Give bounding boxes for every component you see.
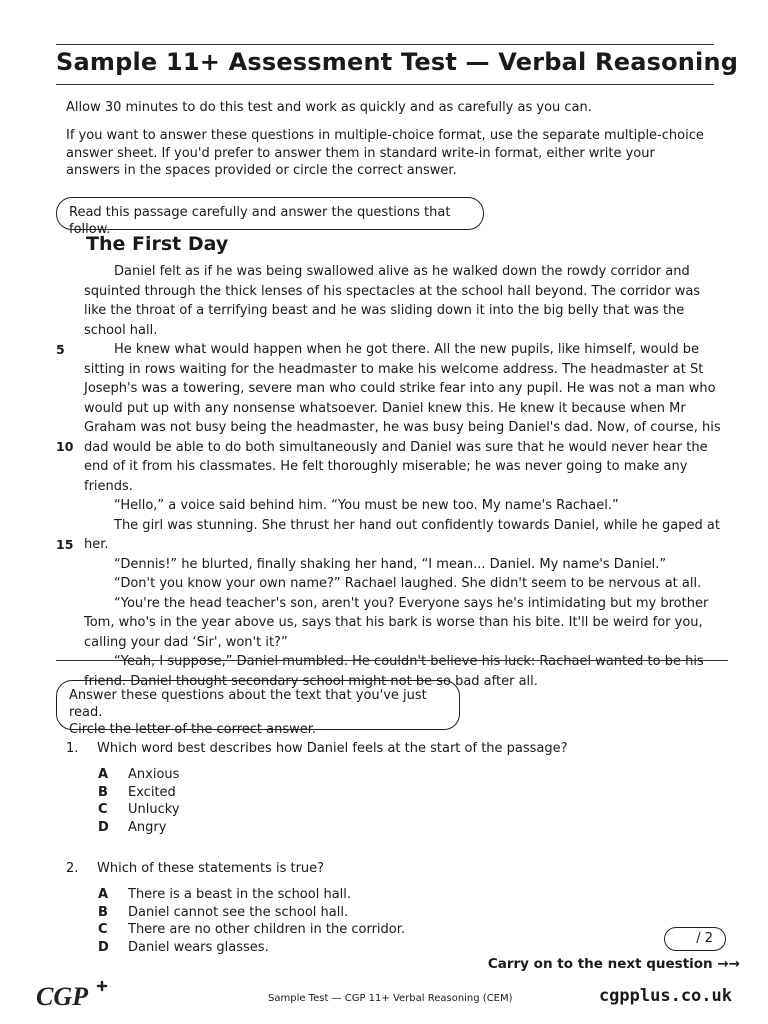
answer-option[interactable] (98, 921, 405, 939)
top-rule (56, 44, 714, 45)
question-number: 2. (66, 861, 79, 876)
option-letter[interactable]: D (98, 819, 109, 835)
option-letter[interactable]: C (98, 802, 108, 817)
option-text: Excited (128, 784, 176, 800)
passage-paragraph: The girl was stunning. She thrust her hand out confidently towards Daniel, while he gaped at her. (84, 517, 720, 552)
section-divider (56, 660, 728, 661)
questions-instruction-line: Circle the letter of the correct answer. (69, 722, 317, 737)
option-text: Daniel cannot see the school hall. (128, 904, 349, 920)
question-text: Which of these statements is true? (97, 861, 325, 876)
answer-option[interactable] (98, 784, 176, 802)
answer-option[interactable] (98, 939, 269, 957)
passage-title: The First Day (86, 233, 229, 255)
passage-paragraph: He knew what would happen when he got there. All the new pupils, like himself, would be sitting in rows waiting for the headmaster to make his welcome address. The headmaster at St Joseph's was a towering, severe man who could strike fear into any pupil. He was not a man who would put up with any nonsense whatsoever. Daniel knew this. He knew it because when Mr Graham was not busy being the headmaster, he was busy being Daniel's dad. Now, of course, his dad would be able to do both simultaneously and Daniel was sure that he would never hear the end of it from his classmates. He felt thoroughly miserable; he was never going to make any friends. (84, 342, 721, 494)
cgp-logo-text: CGP (36, 982, 88, 1011)
line-number: 10 (56, 439, 74, 454)
passage-paragraph: “Yeah, I suppose,” Daniel mumbled. He couldn't believe his luck: Rachael wanted to be his friend. Daniel thought secondary school might not be so bad after all. (84, 654, 704, 689)
intro-time-note: Allow 30 minutes to do this test and work as quickly and as carefully as you can. (66, 100, 592, 115)
passage-paragraph: “Dennis!” he blurted, finally shaking her hand, “I mean... Daniel. My name's Daniel.” (114, 556, 667, 572)
option-text: Anxious (128, 767, 180, 782)
carry-on-note: Carry on to the next question →→ (487, 956, 740, 972)
option-text: There is a beast in the school hall. (128, 887, 352, 902)
option-text: There are no other children in the corridor. (128, 922, 406, 937)
option-text: Unlucky (128, 802, 180, 817)
score-box: / 2 (664, 927, 726, 951)
option-text: Daniel wears glasses. (128, 939, 269, 955)
passage-paragraph: “Hello,” a voice said behind him. “You must be new too. My name's Rachael.” (114, 498, 619, 513)
option-letter[interactable]: D (98, 939, 109, 955)
answer-option[interactable] (98, 904, 348, 922)
website-link[interactable]: cgpplus.co.uk (598, 986, 732, 1006)
footer-text: Sample Test — CGP 11+ Verbal Reasoning (CEM) (268, 993, 513, 1004)
option-text: Angry (128, 819, 167, 835)
title-underline (56, 84, 714, 85)
answer-option[interactable] (98, 819, 166, 837)
intro-format-note: If you want to answer these questions in multiple-choice format, use the separate multiple-choice answer sheet. If you'd prefer to answer them in standard write-in format, either write your answers in the spaces provided or circle the correct answer. (66, 128, 704, 178)
answer-option[interactable] (98, 801, 180, 819)
passage-paragraph: Daniel felt as if he was being swallowed alive as he walked down the rowdy corridor and squinted through the thick lenses of his spectacles at the school hall beyond. The corridor was like the throat of a terrifying beast and he was sliding down it into the big belly that was the school hall. (84, 264, 701, 338)
page-title: Sample 11+ Assessment Test — Verbal Reasoning (56, 48, 739, 76)
passage-paragraph: “You're the head teacher's son, aren't you? Everyone says he's intimidating but my brother Tom, who's in the year above us, says that his bark is worse than his bite. It'll be weird for you, calling your dad ‘Sir', won't it?” (84, 595, 709, 650)
line-number: 5 (56, 342, 65, 357)
option-letter[interactable]: C (98, 922, 108, 937)
passage-paragraph: “Don't you know your own name?” Rachael laughed. She didn't seem to be nervous at all. (114, 576, 702, 591)
line-number: 15 (56, 537, 74, 552)
questions-instruction-line: Answer these questions about the text that you've just read. (69, 688, 427, 720)
question-number: 1. (66, 741, 79, 756)
passage-instruction-box: Read this passage carefully and answer the questions that follow. (56, 197, 484, 230)
answer-option[interactable] (98, 766, 179, 784)
option-letter[interactable]: A (98, 887, 109, 902)
option-letter[interactable]: B (98, 904, 108, 920)
passage-text (84, 262, 724, 691)
option-letter[interactable]: B (98, 784, 108, 800)
questions-instruction-box (56, 680, 460, 737)
option-letter[interactable]: A (98, 767, 109, 782)
question-text: Which word best describes how Daniel feels at the start of the passage? (97, 741, 568, 756)
cgp-logo (36, 980, 114, 1012)
answer-option[interactable] (98, 886, 351, 904)
